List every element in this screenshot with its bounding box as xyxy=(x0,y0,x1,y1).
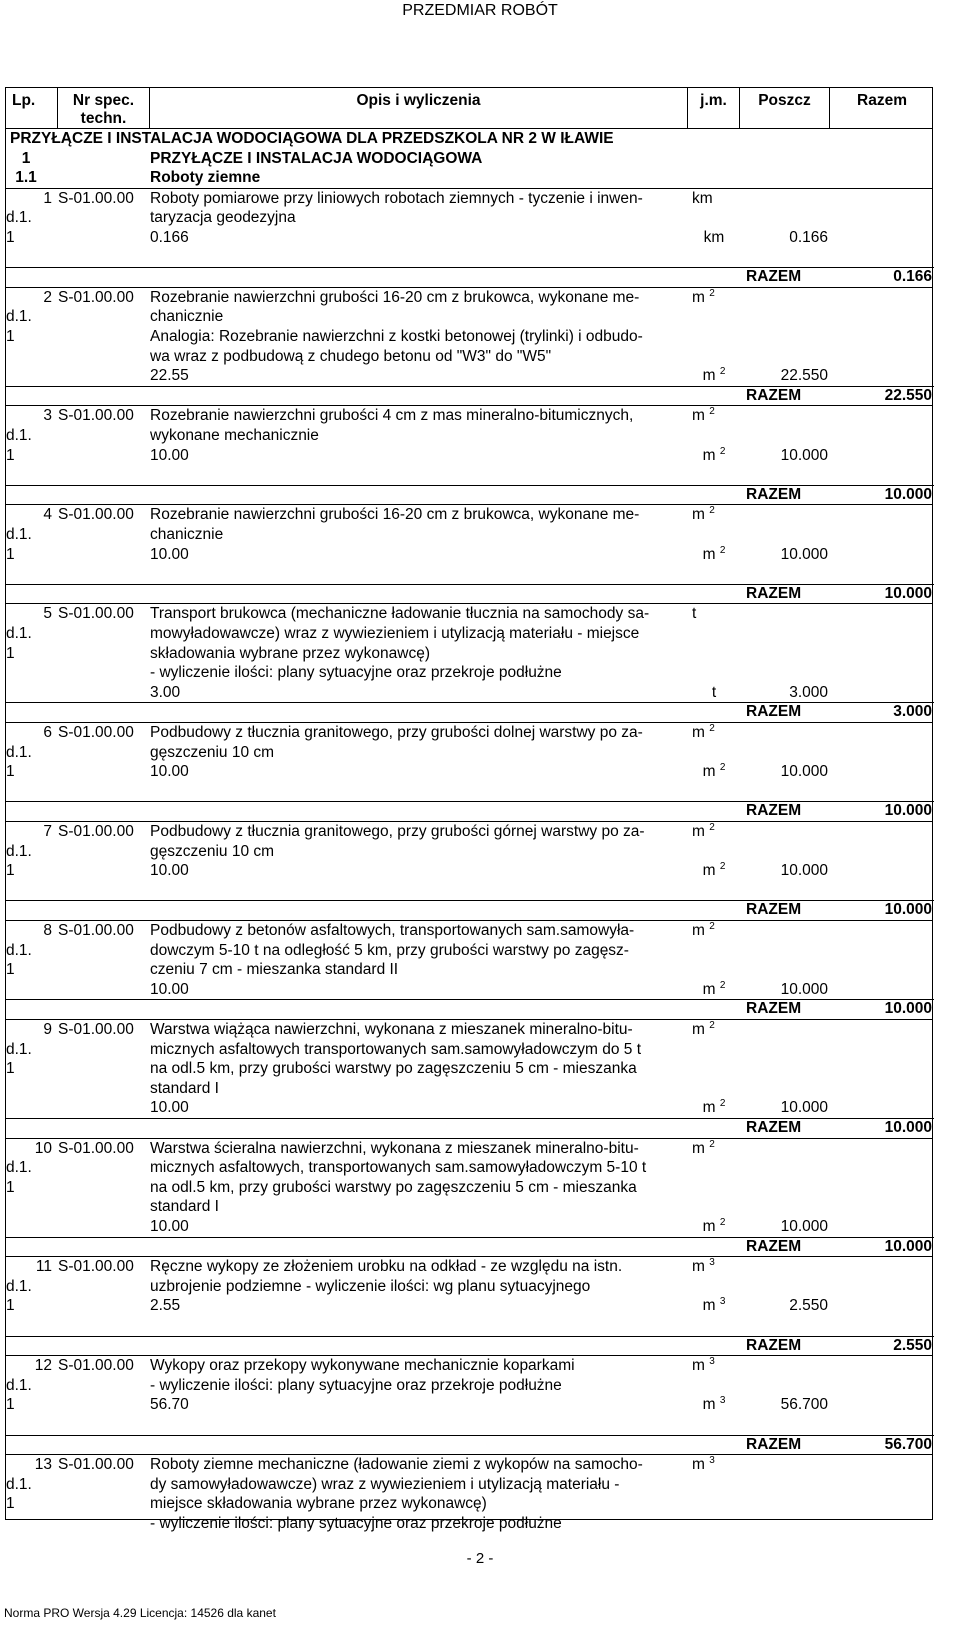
row-spec: S-01.00.00 xyxy=(58,189,134,207)
unit-text: m $^2$ xyxy=(692,920,715,939)
row-spec: S-01.00.00 xyxy=(58,1357,134,1375)
row-lp-suffix: d.1. xyxy=(6,209,32,227)
subsection-row xyxy=(6,149,932,169)
razem-label: RAZEM xyxy=(746,584,802,602)
row-description-line: Rozebranie nawierzchni grubości 4 cm z mas mineralno-bitumicznych, xyxy=(150,407,634,425)
row-unit xyxy=(688,288,715,308)
row-description-line: wa wraz z podbudową z chudego betonu od "W3" do "W5" xyxy=(150,347,552,365)
unit-text: m $^2$ xyxy=(702,445,726,464)
row-calc-value: 10.000 xyxy=(780,862,828,880)
row-calc-value: 3.000 xyxy=(789,683,828,701)
row-spec: S-01.00.00 xyxy=(58,723,134,741)
table-row xyxy=(6,504,932,603)
row-calc-value: 10.000 xyxy=(780,980,828,998)
unit-text: m $^2$ xyxy=(692,406,715,425)
row-spec: S-01.00.00 xyxy=(58,1456,134,1474)
razem-label: RAZEM xyxy=(746,1435,802,1453)
row-lp-suffix: d.1. xyxy=(6,525,32,543)
table-row xyxy=(6,287,932,406)
row-spec: S-01.00.00 xyxy=(58,506,134,524)
unit-text: m $^2$ xyxy=(702,979,726,998)
unit-text: m $^2$ xyxy=(692,505,715,524)
razem-value: 10.000 xyxy=(884,802,932,820)
razem-value: 22.550 xyxy=(884,386,932,404)
row-description-line: dy samowyładowawcze) wraz z wywiezieniem i utylizacją materiału - xyxy=(150,1475,620,1493)
table-row xyxy=(6,405,932,504)
header-jm: j.m. xyxy=(688,88,740,128)
row-description-line: - wyliczenie ilości: plany sytuacyjne oraz przekroje podłużne xyxy=(150,1376,562,1394)
row-lp-suffix: d.1. xyxy=(6,426,32,444)
unit-text: m $^2$ xyxy=(692,821,715,840)
razem-value: 0.166 xyxy=(893,268,932,286)
row-lp-suffix2: 1 xyxy=(6,545,15,563)
unit-text: t xyxy=(711,683,717,701)
razem-label: RAZEM xyxy=(746,1237,802,1255)
table-row xyxy=(6,1138,932,1257)
row-lp: 7 xyxy=(43,822,52,840)
razem-value: 10.000 xyxy=(884,584,932,602)
row-spec: S-01.00.00 xyxy=(58,822,134,840)
row-description-line: taryzacja geodezyjna xyxy=(150,209,296,227)
row-description-line: Transport brukowca (mechaniczne ładowanie tłucznia na samochody sa- xyxy=(150,605,650,623)
row-calc-unit xyxy=(688,683,740,703)
header-poszcz: Poszcz xyxy=(740,88,830,128)
unit-text: m $^2$ xyxy=(692,1138,715,1157)
row-lp-suffix: d.1. xyxy=(6,1475,32,1493)
row-calc-unit xyxy=(688,545,740,565)
row-description-line: micznych asfaltowych, transportowanych sam.samowyładowczym 5-10 t xyxy=(150,1159,647,1177)
row-calc: 10.00 xyxy=(150,1217,189,1235)
row-lp-suffix2: 1 xyxy=(6,644,15,662)
table-row xyxy=(6,603,932,722)
row-unit xyxy=(688,189,713,209)
table-row xyxy=(6,1454,932,1533)
row-unit xyxy=(688,723,715,743)
row-spec: S-01.00.00 xyxy=(58,1258,134,1276)
unit-text: km xyxy=(703,228,725,246)
row-lp-suffix2: 1 xyxy=(6,327,15,345)
row-lp: 13 xyxy=(34,1456,52,1474)
subsubsection-row xyxy=(6,168,932,188)
row-description-line: Warstwa ścieralna nawierzchni, wykonana z mieszanek mineralno-bitu- xyxy=(150,1139,639,1157)
page-title: PRZEDMIAR ROBÓT xyxy=(402,2,558,19)
row-lp: 2 xyxy=(43,288,52,306)
row-description-line: czeniu 7 cm - mieszanka standard II xyxy=(150,961,399,979)
row-lp-suffix2: 1 xyxy=(6,1297,15,1315)
subsubsection-title: Roboty ziemne xyxy=(150,169,261,187)
row-calc-value: 0.166 xyxy=(789,228,828,246)
unit-text: m $^2$ xyxy=(702,366,726,385)
razem-label: RAZEM xyxy=(746,703,802,721)
row-lp: 10 xyxy=(34,1139,52,1157)
row-calc-value: 10.000 xyxy=(780,1099,828,1117)
row-calc: 0.166 xyxy=(150,228,189,246)
row-description-line: Podbudowy z betonów asfaltowych, transportowanych sam.samowyła- xyxy=(150,921,635,939)
row-lp: 8 xyxy=(43,921,52,939)
row-calc: 3.00 xyxy=(150,683,181,701)
table-header xyxy=(6,88,932,129)
row-calc-value: 10.000 xyxy=(780,1217,828,1235)
row-calc-unit xyxy=(688,1395,740,1415)
table-row xyxy=(6,722,932,821)
row-calc-unit xyxy=(688,1098,740,1118)
row-description-line: mowyładowawcze) wraz z wywiezieniem i utylizacją materiału - miejsce xyxy=(150,624,640,642)
row-spec: S-01.00.00 xyxy=(58,407,134,425)
row-lp-suffix: d.1. xyxy=(6,624,32,642)
row-description-line: Warstwa wiążąca nawierzchni, wykonana z mieszanek mineralno-bitu- xyxy=(150,1020,633,1038)
row-lp: 9 xyxy=(43,1020,52,1038)
row-lp: 4 xyxy=(43,506,52,524)
row-lp: 11 xyxy=(35,1258,52,1276)
row-calc: 10.00 xyxy=(150,446,189,464)
row-description-line: micznych asfaltowych transportowanych sam.samowyładowczym do 5 t xyxy=(150,1040,642,1058)
row-calc-value: 10.000 xyxy=(780,446,828,464)
razem-label: RAZEM xyxy=(746,485,802,503)
razem-label: RAZEM xyxy=(746,1118,802,1136)
unit-text: m $^3$ xyxy=(702,1296,726,1315)
header-razem: Razem xyxy=(857,92,907,109)
table-row xyxy=(6,1355,932,1454)
row-calc-value: 56.700 xyxy=(780,1396,828,1414)
row-unit xyxy=(688,604,696,624)
row-calc: 10.00 xyxy=(150,862,189,880)
row-lp: 5 xyxy=(43,605,52,623)
row-description-line: Wykopy oraz przekopy wykonywane mechanicznie koparkami xyxy=(150,1357,575,1375)
row-description-line: na odl.5 km, przy grubości warstwy po zagęszczeniu 5 cm - mieszanka xyxy=(150,1060,637,1078)
row-description-line: gęszczeniu 10 cm xyxy=(150,743,275,761)
row-description-line: dowczym 5-10 t na odległość 5 km, przy grubości warstwy po zagęsz- xyxy=(150,941,629,959)
row-calc: 10.00 xyxy=(150,980,189,998)
unit-text: m $^2$ xyxy=(692,722,715,741)
row-lp: 3 xyxy=(43,407,52,425)
razem-value: 10.000 xyxy=(884,485,932,503)
row-calc-value: 22.550 xyxy=(780,367,828,385)
subsubsection-num: 1.1 xyxy=(15,169,37,187)
row-calc-unit xyxy=(688,446,740,466)
unit-text: m $^2$ xyxy=(692,287,715,306)
row-lp-suffix2: 1 xyxy=(6,763,15,781)
row-calc-unit xyxy=(688,1296,740,1316)
unit-text: m $^2$ xyxy=(702,1216,726,1235)
razem-label: RAZEM xyxy=(746,901,802,919)
table-row xyxy=(6,1256,932,1355)
row-description-line: wykonane mechanicznie xyxy=(150,426,319,444)
license-footer: Norma PRO Wersja 4.29 Licencja: 14526 dla kanet xyxy=(4,1606,276,1620)
row-description-line: uzbrojenie podziemne - wyliczenie ilości: wg planu sytuacyjnego xyxy=(150,1277,591,1295)
header-opis: Opis i wyliczenia xyxy=(150,88,688,128)
unit-text: m $^3$ xyxy=(692,1356,715,1375)
row-unit xyxy=(688,1020,715,1040)
row-lp: 6 xyxy=(43,723,52,741)
row-calc-value: 10.000 xyxy=(780,763,828,781)
table-row xyxy=(6,821,932,920)
row-lp-suffix2: 1 xyxy=(6,1060,15,1078)
table-row xyxy=(6,920,932,1019)
row-description-line: standard I xyxy=(150,1079,219,1097)
row-calc: 10.00 xyxy=(150,763,189,781)
page-number: - 2 - xyxy=(466,1550,494,1567)
row-unit xyxy=(688,921,715,941)
row-spec: S-01.00.00 xyxy=(58,288,134,306)
row-description-line: miejsce składowania wybrane przez wykonawcę) xyxy=(150,1495,487,1513)
row-lp-suffix: d.1. xyxy=(6,308,32,326)
row-calc-unit xyxy=(688,1217,740,1237)
razem-value: 2.550 xyxy=(893,1336,932,1354)
row-lp-suffix2: 1 xyxy=(6,862,15,880)
razem-value: 10.000 xyxy=(884,1237,932,1255)
row-calc-value: 2.550 xyxy=(789,1297,828,1315)
unit-text: m $^3$ xyxy=(692,1455,715,1474)
unit-text: m $^3$ xyxy=(702,1395,726,1414)
subsection-title: PRZYŁĄCZE I INSTALACJA WODOCIĄGOWA xyxy=(150,149,483,167)
row-description-line: Podbudowy z tłucznia granitowego, przy grubości dolnej warstwy po za- xyxy=(150,723,643,741)
row-unit xyxy=(688,1139,715,1159)
row-lp-suffix2: 1 xyxy=(6,228,15,246)
row-calc-unit xyxy=(688,861,740,881)
header-spec: Nr spec. techn. xyxy=(58,88,150,128)
row-calc: 22.55 xyxy=(150,367,189,385)
row-description-line: chanicznie xyxy=(150,308,224,326)
unit-text: m $^2$ xyxy=(702,762,726,781)
razem-value: 10.000 xyxy=(884,1000,932,1018)
row-lp-suffix2: 1 xyxy=(6,1178,15,1196)
row-spec: S-01.00.00 xyxy=(58,1020,134,1038)
row-description-line: - wyliczenie ilości: plany sytuacyjne oraz przekroje podłużne xyxy=(150,664,562,682)
row-lp: 1 xyxy=(43,189,52,207)
row-lp-suffix: d.1. xyxy=(6,842,32,860)
row-lp-suffix2: 1 xyxy=(6,961,15,979)
row-unit xyxy=(688,505,715,525)
row-spec: S-01.00.00 xyxy=(58,605,134,623)
table-row xyxy=(6,188,932,287)
row-unit xyxy=(688,406,715,426)
row-unit xyxy=(688,1356,715,1376)
razem-label: RAZEM xyxy=(746,268,802,286)
row-spec: S-01.00.00 xyxy=(58,1139,134,1157)
row-calc-unit xyxy=(688,228,740,248)
row-lp-suffix: d.1. xyxy=(6,1040,32,1058)
row-description-line: składowania wybrane przez wykonawcę) xyxy=(150,644,430,662)
row-description-line: Ręczne wykopy ze złożeniem urobku na odkład - ze względu na istn. xyxy=(150,1258,623,1276)
row-description-line: - wyliczenie ilości: plany sytuacyjne oraz przekroje podłużne xyxy=(150,1514,562,1532)
razem-label: RAZEM xyxy=(746,386,802,404)
row-description-line: Rozebranie nawierzchni grubości 16-20 cm z brukowca, wykonane me- xyxy=(150,288,640,306)
row-description-line: standard I xyxy=(150,1198,219,1216)
razem-value: 10.000 xyxy=(884,1118,932,1136)
row-calc-unit xyxy=(688,980,740,1000)
razem-value: 10.000 xyxy=(884,901,932,919)
row-description-line: gęszczeniu 10 cm xyxy=(150,842,275,860)
row-calc-value: 10.000 xyxy=(780,545,828,563)
row-lp-suffix: d.1. xyxy=(6,1376,32,1394)
row-description-line: Roboty pomiarowe przy liniowych robotach ziemnych - tyczenie i inwen- xyxy=(150,189,643,207)
przedmiar-table xyxy=(5,87,933,1532)
row-calc-unit xyxy=(688,762,740,782)
row-description-line: chanicznie xyxy=(150,525,224,543)
row-lp-suffix2: 1 xyxy=(6,446,15,464)
row-calc: 2.55 xyxy=(150,1297,181,1315)
table-row xyxy=(6,1019,932,1138)
row-lp-suffix: d.1. xyxy=(6,941,32,959)
row-unit xyxy=(688,1257,715,1277)
unit-text: m $^2$ xyxy=(702,544,726,563)
row-lp-suffix: d.1. xyxy=(6,1159,32,1177)
razem-label: RAZEM xyxy=(746,1336,802,1354)
row-description-line: Rozebranie nawierzchni grubości 16-20 cm z brukowca, wykonane me- xyxy=(150,506,640,524)
row-description-line: Roboty ziemne mechaniczne (ładowanie ziemi z wykopów na samocho- xyxy=(150,1456,643,1474)
row-lp-suffix2: 1 xyxy=(6,1495,15,1513)
row-lp-suffix: d.1. xyxy=(6,1277,32,1295)
row-spec: S-01.00.00 xyxy=(58,921,134,939)
row-unit xyxy=(688,822,715,842)
razem-label: RAZEM xyxy=(746,1000,802,1018)
items-list xyxy=(6,188,932,1534)
subsection-num: 1 xyxy=(21,149,31,167)
unit-text: km xyxy=(692,189,713,207)
unit-text: m $^2$ xyxy=(702,1098,726,1117)
razem-value: 3.000 xyxy=(893,703,932,721)
row-calc: 10.00 xyxy=(150,1099,189,1117)
razem-value: 56.700 xyxy=(884,1435,932,1453)
row-lp: 12 xyxy=(34,1357,52,1375)
row-calc: 56.70 xyxy=(150,1396,189,1414)
unit-text: m $^2$ xyxy=(702,861,726,880)
row-unit xyxy=(688,1455,715,1475)
row-lp-suffix: d.1. xyxy=(6,743,32,761)
row-description-line: Analogia: Rozebranie nawierzchni z kostki betonowej (trylinki) i odbudo- xyxy=(150,327,643,345)
razem-label: RAZEM xyxy=(746,802,802,820)
row-description-line: na odl.5 km, przy grubości warstwy po zagęszczeniu 5 cm - mieszanka xyxy=(150,1178,637,1196)
row-calc: 10.00 xyxy=(150,545,189,563)
section-title: PRZYŁĄCZE I INSTALACJA WODOCIĄGOWA DLA PRZEDSZKOLA NR 2 W IŁAWIE xyxy=(10,130,614,147)
unit-text: t xyxy=(692,605,697,623)
row-lp-suffix2: 1 xyxy=(6,1396,15,1414)
header-lp: Lp. xyxy=(6,88,58,128)
row-description-line: Podbudowy z tłucznia granitowego, przy grubości górnej warstwy po za- xyxy=(150,822,645,840)
row-calc-unit xyxy=(688,366,740,386)
unit-text: m $^3$ xyxy=(692,1257,715,1276)
unit-text: m $^2$ xyxy=(692,1019,715,1038)
